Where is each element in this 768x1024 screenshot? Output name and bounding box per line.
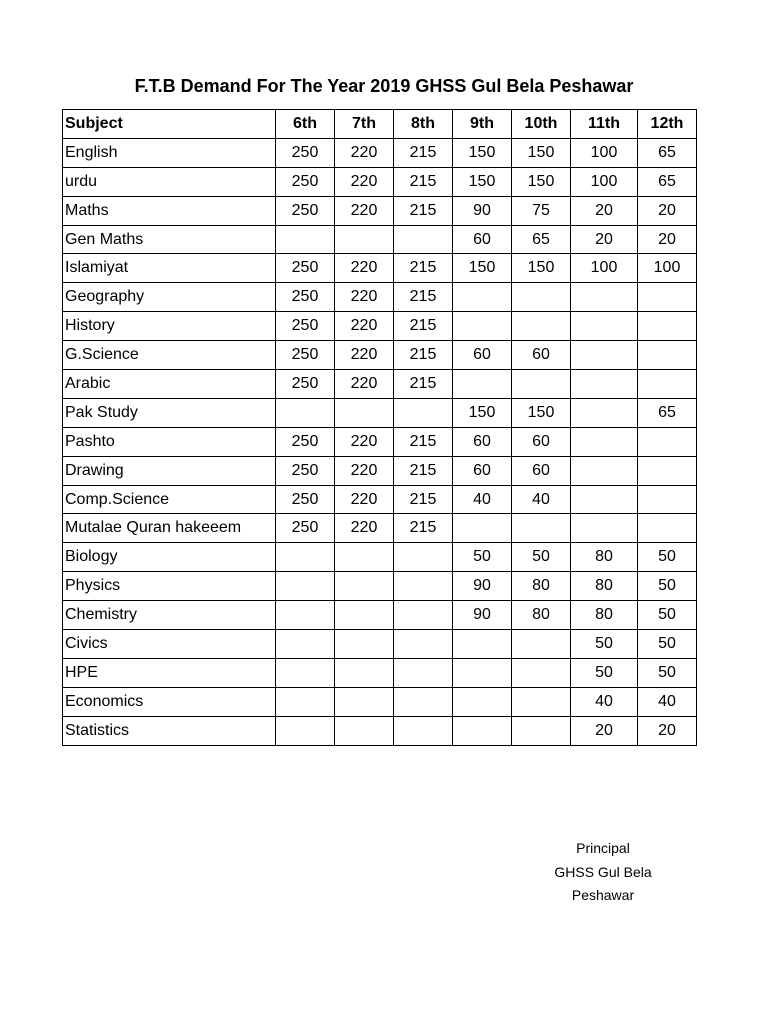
table-row — [63, 485, 697, 514]
subject-cell: English — [63, 138, 276, 167]
table-row — [63, 341, 697, 370]
quantity-cell: 150 — [453, 254, 512, 283]
quantity-cell: 220 — [335, 254, 394, 283]
quantity-cell: 215 — [394, 427, 453, 456]
quantity-cell: 90 — [453, 196, 512, 225]
quantity-cell — [453, 312, 512, 341]
quantity-cell: 220 — [335, 312, 394, 341]
table-row — [63, 312, 697, 341]
quantity-cell — [638, 456, 697, 485]
quantity-cell: 20 — [571, 716, 638, 745]
quantity-cell — [394, 572, 453, 601]
quantity-cell: 60 — [453, 427, 512, 456]
quantity-cell — [571, 283, 638, 312]
quantity-cell — [453, 687, 512, 716]
quantity-cell: 60 — [453, 225, 512, 254]
subject-cell: Physics — [63, 572, 276, 601]
quantity-cell: 250 — [276, 456, 335, 485]
quantity-cell: 250 — [276, 514, 335, 543]
quantity-cell: 215 — [394, 341, 453, 370]
subject-cell: urdu — [63, 167, 276, 196]
quantity-cell: 220 — [335, 456, 394, 485]
quantity-cell: 250 — [276, 312, 335, 341]
quantity-cell — [638, 370, 697, 399]
table-row — [63, 456, 697, 485]
quantity-cell: 215 — [394, 138, 453, 167]
column-header-11th: 11th — [571, 110, 638, 139]
quantity-cell — [276, 716, 335, 745]
quantity-cell: 250 — [276, 254, 335, 283]
quantity-cell: 65 — [638, 398, 697, 427]
quantity-cell: 250 — [276, 341, 335, 370]
column-header-6th: 6th — [276, 110, 335, 139]
quantity-cell: 250 — [276, 138, 335, 167]
quantity-cell — [571, 370, 638, 399]
quantity-cell: 100 — [571, 138, 638, 167]
quantity-cell: 40 — [571, 687, 638, 716]
quantity-cell — [453, 370, 512, 399]
quantity-cell: 215 — [394, 167, 453, 196]
table-row — [63, 658, 697, 687]
quantity-cell — [512, 630, 571, 659]
quantity-cell — [335, 572, 394, 601]
table-row — [63, 398, 697, 427]
quantity-cell — [276, 572, 335, 601]
table-row — [63, 514, 697, 543]
quantity-cell: 220 — [335, 370, 394, 399]
table-row — [63, 138, 697, 167]
subject-cell: Civics — [63, 630, 276, 659]
table-row — [63, 687, 697, 716]
quantity-cell: 250 — [276, 370, 335, 399]
quantity-cell — [394, 630, 453, 659]
quantity-cell — [335, 601, 394, 630]
subject-cell: History — [63, 312, 276, 341]
quantity-cell: 80 — [571, 543, 638, 572]
column-header-9th: 9th — [453, 110, 512, 139]
quantity-cell: 150 — [453, 398, 512, 427]
quantity-cell: 215 — [394, 283, 453, 312]
quantity-cell — [276, 658, 335, 687]
quantity-cell: 60 — [453, 341, 512, 370]
quantity-cell: 215 — [394, 370, 453, 399]
quantity-cell: 100 — [571, 254, 638, 283]
quantity-cell: 220 — [335, 341, 394, 370]
quantity-cell — [571, 485, 638, 514]
quantity-cell: 50 — [571, 630, 638, 659]
subject-cell: Geography — [63, 283, 276, 312]
subject-cell: Drawing — [63, 456, 276, 485]
quantity-cell — [276, 687, 335, 716]
subject-cell: HPE — [63, 658, 276, 687]
quantity-cell: 65 — [512, 225, 571, 254]
quantity-cell: 65 — [638, 138, 697, 167]
quantity-cell: 150 — [512, 254, 571, 283]
quantity-cell: 90 — [453, 572, 512, 601]
quantity-cell — [638, 427, 697, 456]
table-row — [63, 427, 697, 456]
table-row — [63, 543, 697, 572]
quantity-cell: 250 — [276, 283, 335, 312]
quantity-cell — [335, 398, 394, 427]
subject-cell: Arabic — [63, 370, 276, 399]
quantity-cell — [276, 630, 335, 659]
quantity-cell: 250 — [276, 167, 335, 196]
quantity-cell: 50 — [571, 658, 638, 687]
subject-cell: Islamiyat — [63, 254, 276, 283]
signature-school: GHSS Gul Bela — [554, 863, 652, 880]
quantity-cell: 100 — [571, 167, 638, 196]
quantity-cell — [571, 398, 638, 427]
subject-cell: Biology — [63, 543, 276, 572]
quantity-cell: 80 — [512, 601, 571, 630]
column-header-7th: 7th — [335, 110, 394, 139]
quantity-cell — [638, 514, 697, 543]
quantity-cell: 60 — [453, 456, 512, 485]
quantity-cell — [335, 225, 394, 254]
quantity-cell: 50 — [638, 630, 697, 659]
quantity-cell — [276, 601, 335, 630]
table-row — [63, 283, 697, 312]
quantity-cell — [638, 312, 697, 341]
quantity-cell — [512, 687, 571, 716]
quantity-cell: 150 — [512, 398, 571, 427]
table-row — [63, 630, 697, 659]
quantity-cell: 250 — [276, 427, 335, 456]
table-row — [63, 370, 697, 399]
column-header-8th: 8th — [394, 110, 453, 139]
subject-cell: Comp.Science — [63, 485, 276, 514]
quantity-cell — [512, 716, 571, 745]
quantity-cell — [453, 630, 512, 659]
quantity-cell: 150 — [453, 138, 512, 167]
quantity-cell — [276, 225, 335, 254]
quantity-cell: 20 — [638, 196, 697, 225]
quantity-cell — [512, 312, 571, 341]
quantity-cell — [512, 370, 571, 399]
quantity-cell — [571, 514, 638, 543]
quantity-cell: 60 — [512, 341, 571, 370]
column-header-10th: 10th — [512, 110, 571, 139]
quantity-cell: 220 — [335, 167, 394, 196]
quantity-cell: 75 — [512, 196, 571, 225]
quantity-cell: 50 — [638, 543, 697, 572]
table-row — [63, 167, 697, 196]
quantity-cell — [335, 630, 394, 659]
subject-cell: Statistics — [63, 716, 276, 745]
signature-block — [528, 837, 678, 908]
quantity-cell: 220 — [335, 138, 394, 167]
quantity-cell — [512, 514, 571, 543]
quantity-cell: 80 — [512, 572, 571, 601]
quantity-cell: 20 — [571, 225, 638, 254]
quantity-cell: 50 — [638, 572, 697, 601]
quantity-cell — [638, 283, 697, 312]
signature-title: Principal — [576, 840, 630, 856]
table-row — [63, 601, 697, 630]
quantity-cell — [453, 658, 512, 687]
quantity-cell: 40 — [512, 485, 571, 514]
table-row — [63, 225, 697, 254]
quantity-cell — [394, 716, 453, 745]
document-title: F.T.B Demand For The Year 2019 GHSS Gul Bela Peshawar — [134, 76, 634, 96]
quantity-cell: 215 — [394, 254, 453, 283]
quantity-cell: 150 — [512, 138, 571, 167]
subject-cell: Mutalae Quran hakeeem — [63, 514, 276, 543]
column-header-subject: Subject — [63, 110, 276, 139]
quantity-cell — [335, 716, 394, 745]
quantity-cell: 220 — [335, 427, 394, 456]
quantity-cell: 220 — [335, 514, 394, 543]
quantity-cell — [394, 658, 453, 687]
quantity-cell — [394, 225, 453, 254]
quantity-cell: 40 — [638, 687, 697, 716]
table-row — [63, 196, 697, 225]
table-body — [63, 138, 697, 745]
quantity-cell — [453, 716, 512, 745]
quantity-cell: 20 — [638, 716, 697, 745]
quantity-cell: 250 — [276, 485, 335, 514]
quantity-cell: 40 — [453, 485, 512, 514]
quantity-cell — [571, 312, 638, 341]
quantity-cell: 50 — [638, 601, 697, 630]
quantity-cell — [453, 283, 512, 312]
quantity-cell: 80 — [571, 601, 638, 630]
quantity-cell — [394, 543, 453, 572]
quantity-cell: 220 — [335, 485, 394, 514]
quantity-cell — [571, 427, 638, 456]
quantity-cell: 60 — [512, 456, 571, 485]
table-header-row — [63, 110, 697, 139]
quantity-cell: 50 — [512, 543, 571, 572]
quantity-cell: 215 — [394, 196, 453, 225]
quantity-cell — [335, 658, 394, 687]
quantity-cell: 20 — [638, 225, 697, 254]
quantity-cell — [571, 456, 638, 485]
quantity-cell: 215 — [394, 514, 453, 543]
quantity-cell: 90 — [453, 601, 512, 630]
subject-cell: Maths — [63, 196, 276, 225]
signature-city: Peshawar — [571, 887, 635, 903]
demand-table — [62, 109, 697, 746]
quantity-cell: 50 — [453, 543, 512, 572]
quantity-cell — [394, 601, 453, 630]
quantity-cell — [394, 398, 453, 427]
quantity-cell: 220 — [335, 283, 394, 312]
quantity-cell: 220 — [335, 196, 394, 225]
quantity-cell — [512, 658, 571, 687]
quantity-cell: 50 — [638, 658, 697, 687]
quantity-cell: 215 — [394, 456, 453, 485]
subject-cell: G.Science — [63, 341, 276, 370]
quantity-cell — [453, 514, 512, 543]
quantity-cell: 150 — [453, 167, 512, 196]
quantity-cell — [512, 283, 571, 312]
quantity-cell: 65 — [638, 167, 697, 196]
quantity-cell — [638, 485, 697, 514]
quantity-cell: 215 — [394, 485, 453, 514]
subject-cell: Pak Study — [63, 398, 276, 427]
subject-cell: Gen Maths — [63, 225, 276, 254]
table-row — [63, 716, 697, 745]
table-row — [63, 572, 697, 601]
quantity-cell — [394, 687, 453, 716]
subject-cell: Chemistry — [63, 601, 276, 630]
quantity-cell — [638, 341, 697, 370]
quantity-cell — [276, 398, 335, 427]
quantity-cell: 80 — [571, 572, 638, 601]
subject-cell: Pashto — [63, 427, 276, 456]
quantity-cell — [335, 687, 394, 716]
table-row — [63, 254, 697, 283]
quantity-cell — [335, 543, 394, 572]
quantity-cell: 215 — [394, 312, 453, 341]
subject-cell: Economics — [63, 687, 276, 716]
quantity-cell — [276, 543, 335, 572]
column-header-12th: 12th — [638, 110, 697, 139]
quantity-cell: 20 — [571, 196, 638, 225]
quantity-cell — [571, 341, 638, 370]
quantity-cell: 250 — [276, 196, 335, 225]
quantity-cell: 100 — [638, 254, 697, 283]
quantity-cell: 60 — [512, 427, 571, 456]
quantity-cell: 150 — [512, 167, 571, 196]
